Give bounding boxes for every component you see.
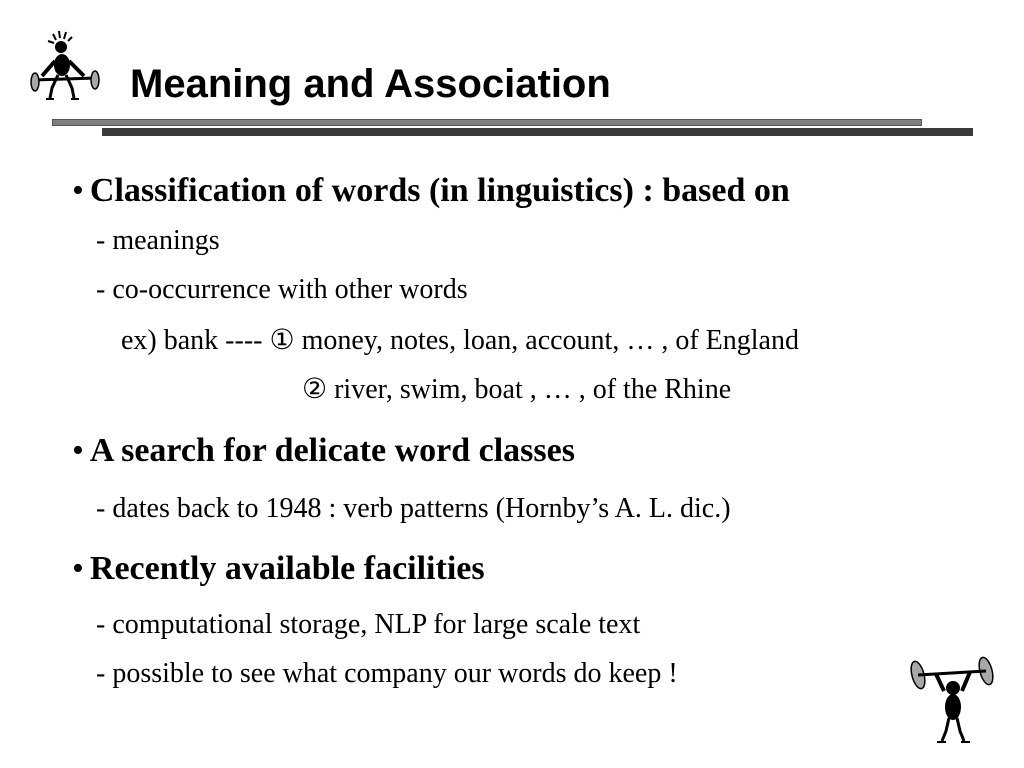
slide-title: Meaning and Association: [130, 62, 611, 106]
bullet-item: [72, 432, 575, 470]
bullet-item: [72, 550, 485, 588]
bullet-symbol: •: [72, 172, 84, 209]
bullet-symbol: •: [72, 432, 84, 469]
bullet-symbol: •: [72, 550, 84, 587]
bullet-item: [72, 172, 790, 210]
weightlifter-icon: [906, 655, 998, 747]
sub-item: - computational storage, NLP for large scale text: [96, 609, 641, 640]
title-underline-dark: [102, 128, 973, 136]
sub-item: - co-occurrence with other words: [96, 274, 468, 305]
bullet-heading: Recently available facilities: [89, 550, 485, 587]
bullet-heading: A search for delicate word classes: [89, 432, 575, 469]
example-line: ② river, swim, boat , … , of the Rhine: [302, 374, 732, 405]
bullet-heading: Classification of words (in linguistics) : based on: [89, 172, 790, 209]
title-underline-light: [52, 119, 922, 126]
sub-item: - dates back to 1948 : verb patterns (Hornby’s A. L. dic.): [96, 493, 731, 524]
weightlifter-icon: [26, 28, 104, 104]
sub-item: - meanings: [96, 225, 220, 256]
example-line: ex) bank ---- ① money, notes, loan, account, … , of England: [121, 325, 799, 356]
sub-item: - possible to see what company our words do keep !: [96, 658, 678, 689]
